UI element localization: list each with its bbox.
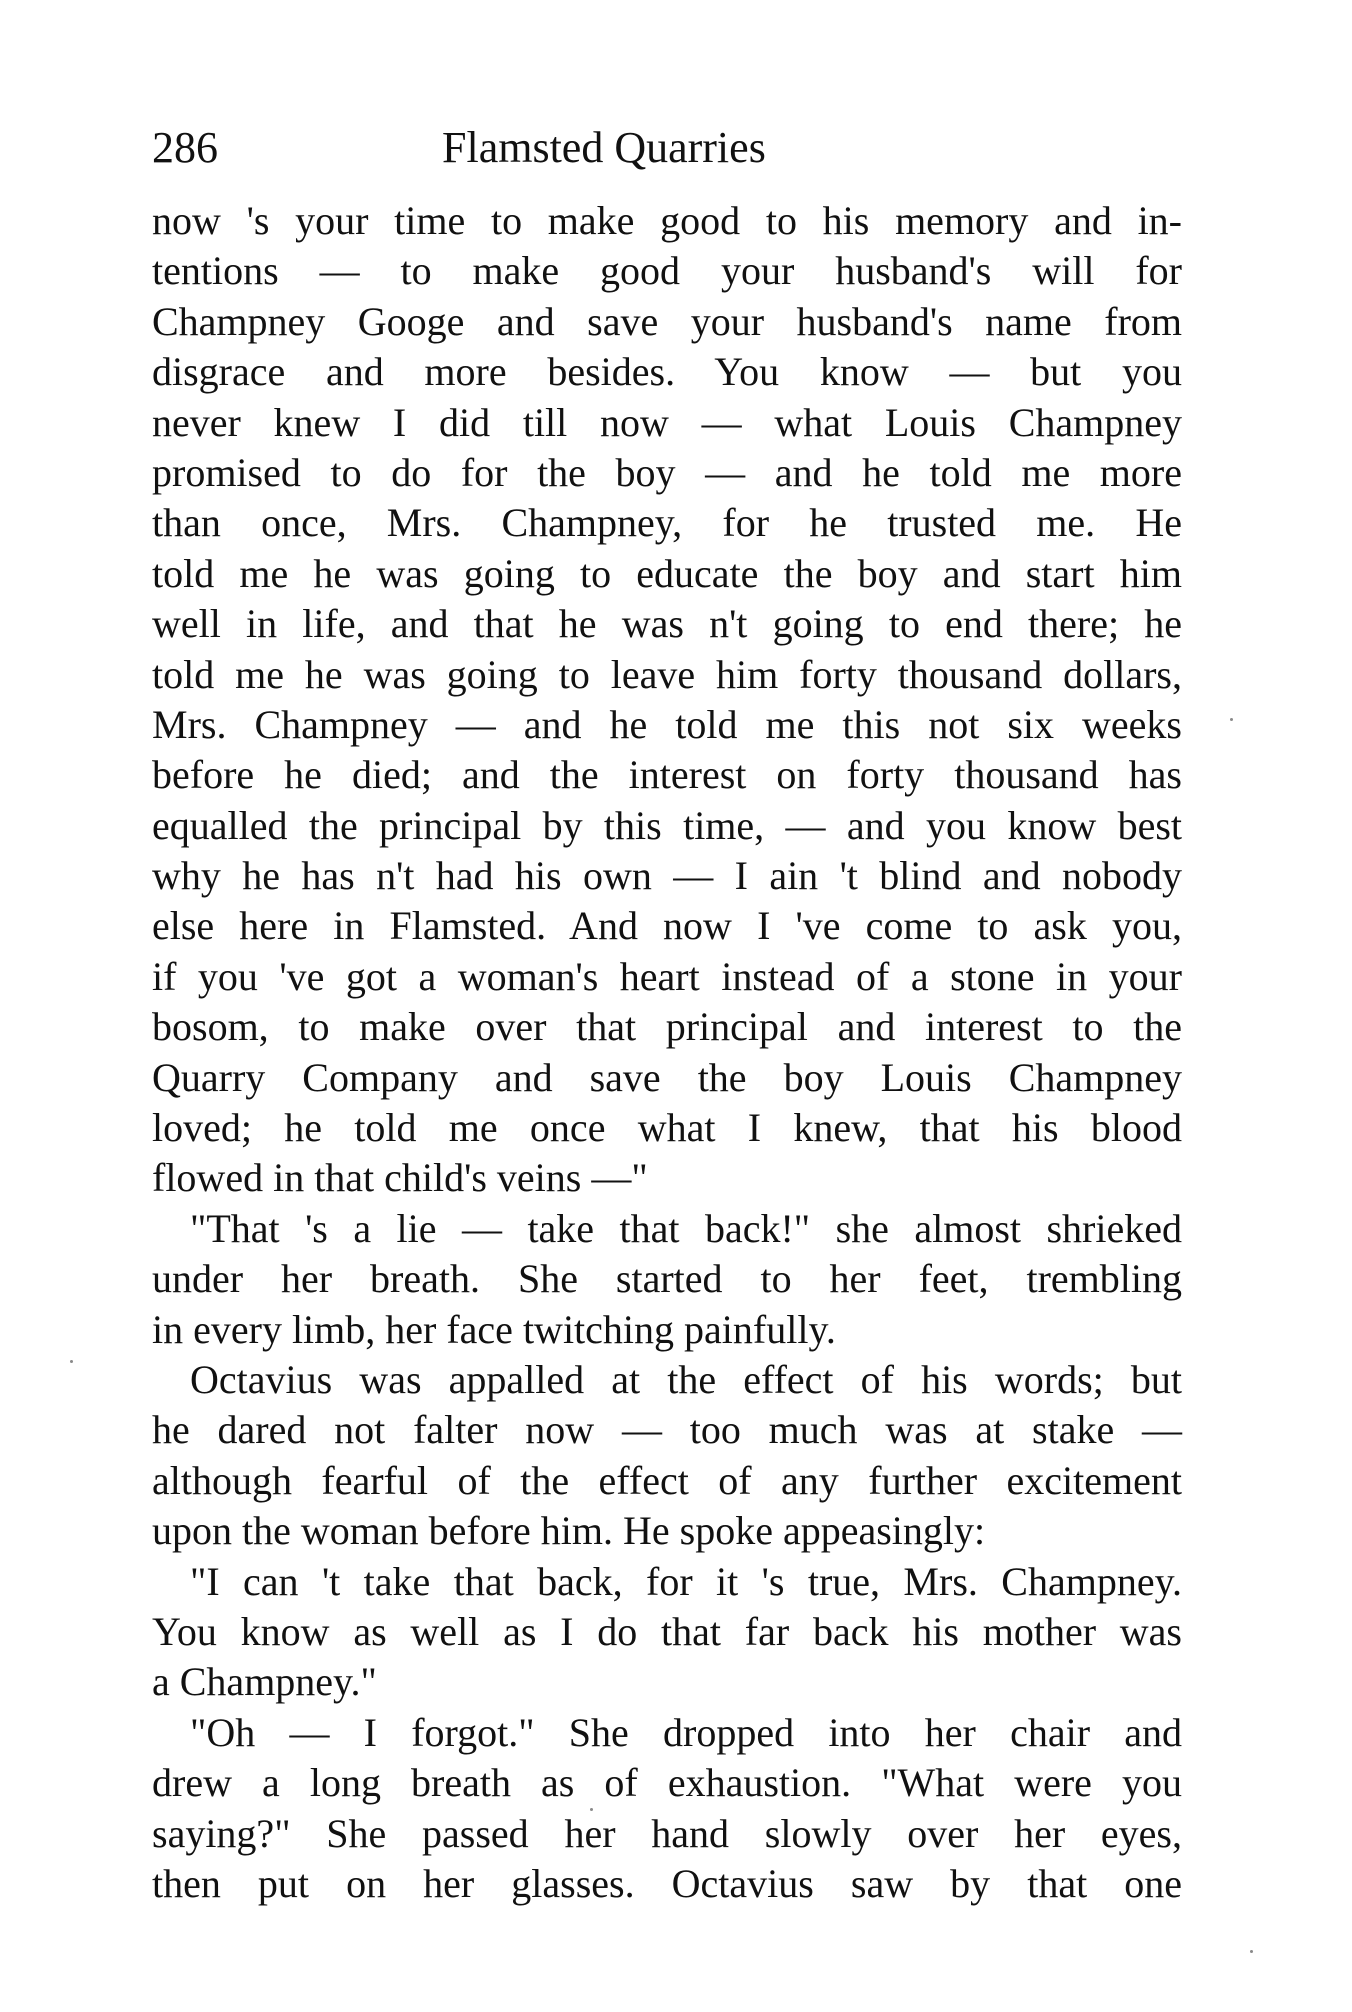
text-line: tentions — to make good your husband's will for — [152, 248, 1182, 294]
text-line: You know as well as I do that far back his mother was — [152, 1608, 1182, 1654]
text-line: then put on her glasses. Octavius saw by that one — [152, 1860, 1182, 1906]
text-line: Mrs. Champney — and he told me this not six weeks — [152, 701, 1182, 747]
paper-speck — [1230, 718, 1233, 721]
text-line: under her breath. She started to her feet, trembling — [152, 1256, 1182, 1302]
running-header — [152, 118, 1182, 178]
page-number: 286 — [152, 123, 218, 172]
text-line: if you 've got a woman's heart instead of a stone in your — [152, 953, 1182, 999]
text-line: he dared not falter now — too much was at stake — — [152, 1407, 1182, 1453]
text-line: "I can 't take that back, for it 's true, Mrs. Champney. — [190, 1558, 1182, 1604]
text-line: told me he was going to educate the boy and start him — [152, 550, 1182, 596]
text-line: else here in Flamsted. And now I 've come to ask you, — [152, 903, 1182, 949]
text-line: disgrace and more besides. You know — but you — [152, 349, 1182, 395]
text-line: well in life, and that he was n't going to end there; he — [152, 601, 1182, 647]
text-line: before he died; and the interest on forty thousand has — [152, 752, 1182, 798]
text-line: promised to do for the boy — and he told me more — [152, 449, 1182, 495]
text-line: loved; he told me once what I knew, that his blood — [152, 1105, 1182, 1151]
text-line: "That 's a lie — take that back!" she almost shrieked — [190, 1205, 1182, 1251]
text-line: "Oh — I forgot." She dropped into her chair and — [190, 1709, 1182, 1755]
text-line: equalled the principal by this time, — and you know best — [152, 802, 1182, 848]
text-line: Octavius was appalled at the effect of his words; but — [190, 1356, 1182, 1402]
text-line: never knew I did till now — what Louis Champney — [152, 399, 1182, 445]
paper-speck — [1250, 1950, 1253, 1953]
text-line: in every limb, her face twitching painfully. — [152, 1306, 836, 1352]
text-line: a Champney." — [152, 1659, 377, 1705]
text-line: now 's your time to make good to his memory and in- — [152, 198, 1182, 243]
paper-speck — [590, 1808, 593, 1811]
text-line: flowed in that child's veins —" — [152, 1155, 648, 1201]
text-line: told me he was going to leave him forty thousand dollars, — [152, 651, 1182, 697]
text-line: bosom, to make over that principal and interest to the — [152, 1004, 1182, 1050]
running-title: Flamsted Quarries — [442, 123, 766, 172]
text-line: although fearful of the effect of any further excitement — [152, 1457, 1182, 1503]
text-line: than once, Mrs. Champney, for he trusted me. He — [152, 500, 1182, 546]
paper-speck — [70, 1360, 73, 1363]
text-line: Champney Googe and save your husband's name from — [152, 298, 1182, 344]
text-line: why he has n't had his own — I ain 't blind and nobody — [152, 853, 1182, 899]
body-text — [152, 196, 1182, 1909]
text-line: Quarry Company and save the boy Louis Champney — [152, 1054, 1182, 1100]
text-line: drew a long breath as of exhaustion. "What were you — [152, 1760, 1182, 1806]
text-line: upon the woman before him. He spoke appeasingly: — [152, 1508, 986, 1554]
text-line: saying?" She passed her hand slowly over her eyes, — [152, 1810, 1182, 1856]
